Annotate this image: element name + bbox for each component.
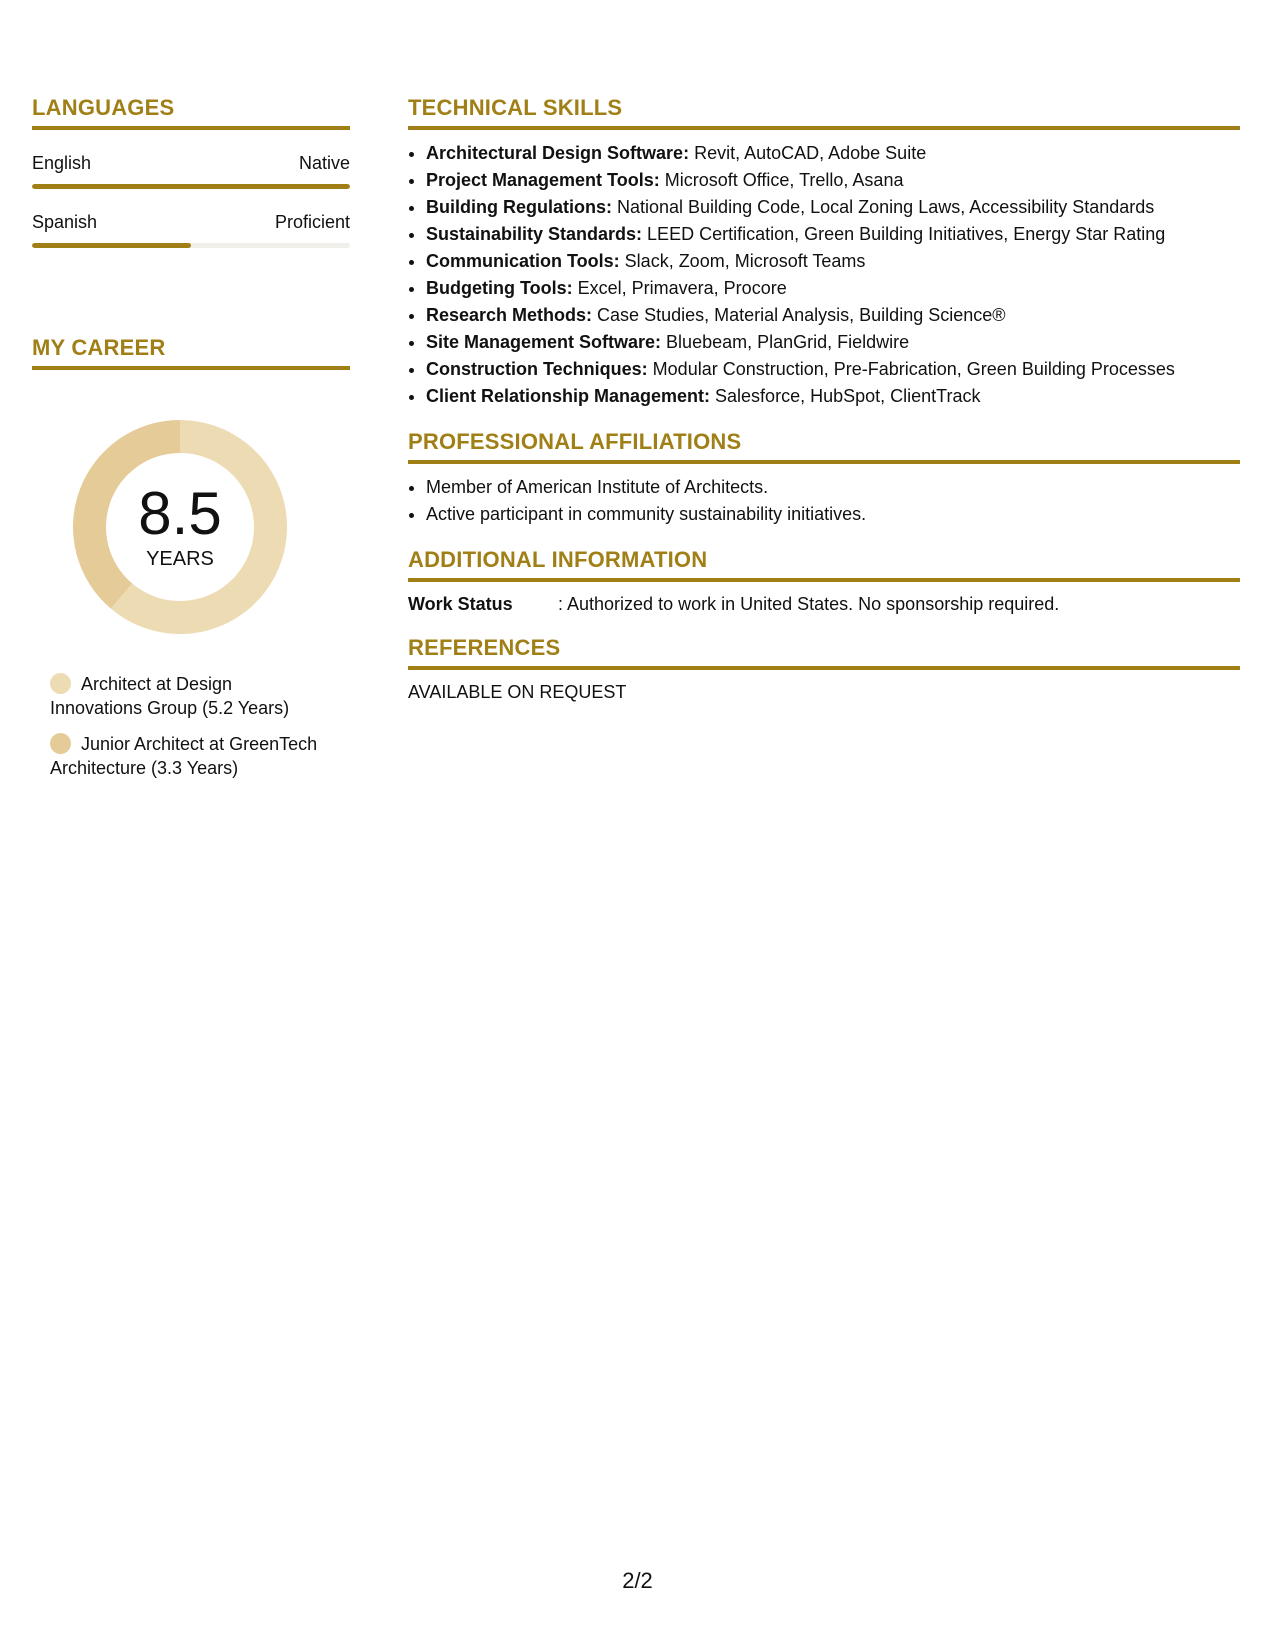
work-status-value: : Authorized to work in United States. No sponsorship required. — [558, 594, 1060, 614]
skill-value: Modular Construction, Pre-Fabrication, Green Building Processes — [647, 359, 1175, 379]
legend-dot-icon — [50, 673, 71, 694]
list-item — [426, 194, 1240, 221]
list-item — [426, 167, 1240, 194]
work-status-label: Work Status — [408, 594, 513, 614]
list-item — [426, 221, 1240, 248]
skill-label: Construction Techniques: — [426, 359, 648, 379]
references-section — [408, 634, 1240, 704]
skill-label: Site Management Software: — [426, 332, 662, 352]
references-text: AVAILABLE ON REQUEST — [408, 682, 627, 702]
career-donut-chart — [65, 412, 295, 642]
skill-value: LEED Certification, Green Building Initiatives, Energy Star Rating — [642, 224, 1166, 244]
affiliations-title: PROFESSIONAL AFFILIATIONS — [408, 428, 1240, 464]
language-proficiency-bar — [32, 243, 350, 248]
career-role-label: Junior Architect at GreenTech Architecture (3.3 Years) — [50, 734, 318, 778]
skill-label: Architectural Design Software: — [426, 143, 690, 163]
career-total-unit: YEARS — [146, 548, 214, 570]
skill-label: Project Management Tools: — [426, 170, 660, 190]
list-item — [426, 329, 1240, 356]
skill-label: Building Regulations: — [426, 197, 612, 217]
language-item-spanish — [32, 211, 350, 248]
list-item — [426, 140, 1240, 167]
legend-dot-icon — [50, 733, 71, 754]
skill-label: Budgeting Tools: — [426, 278, 573, 298]
language-name: Spanish — [32, 212, 98, 232]
list-item — [426, 383, 1240, 410]
references-title: REFERENCES — [408, 634, 1240, 670]
career-legend-item — [50, 672, 320, 720]
career-role-label: Architect at Design Innovations Group (5.2 Years) — [50, 674, 290, 718]
list-item: • Active participant in community sustainability initiatives. — [426, 501, 1240, 528]
skill-label: Sustainability Standards: — [426, 224, 643, 244]
skill-value: Salesforce, HubSpot, ClientTrack — [710, 386, 981, 406]
list-item — [426, 248, 1240, 275]
career-section — [32, 334, 350, 370]
additional-info-title: ADDITIONAL INFORMATION — [408, 546, 1240, 582]
language-row — [32, 152, 350, 174]
skill-value: Microsoft Office, Trello, Asana — [659, 170, 904, 190]
list-item — [426, 275, 1240, 302]
work-status-row — [408, 592, 1240, 616]
skill-label: Client Relationship Management: — [426, 386, 711, 406]
skill-value: Case Studies, Material Analysis, Building Science® — [592, 305, 1006, 325]
language-item-english — [32, 152, 350, 189]
career-legend-item — [50, 732, 320, 780]
list-item: • Member of American Institute of Architects. — [426, 474, 1240, 501]
skill-label: Communication Tools: — [426, 251, 620, 271]
main-column — [408, 94, 1240, 722]
skill-value: Bluebeam, PlanGrid, Fieldwire — [661, 332, 910, 352]
language-proficiency-bar — [32, 184, 350, 189]
career-title: MY CAREER — [32, 334, 350, 370]
list-item — [426, 302, 1240, 329]
language-level: Proficient — [274, 212, 350, 232]
languages-title: LANGUAGES — [32, 94, 350, 130]
list-item — [426, 356, 1240, 383]
technical-skills-section — [408, 94, 1240, 410]
skill-value: Revit, AutoCAD, Adobe Suite — [689, 143, 927, 163]
page-number: 2/2 — [622, 1568, 653, 1593]
career-total-years: 8.5 — [138, 480, 222, 547]
affiliations-section — [408, 428, 1240, 528]
technical-skills-list — [408, 140, 1240, 410]
skill-value: Slack, Zoom, Microsoft Teams — [619, 251, 866, 271]
skill-label: Research Methods: — [426, 305, 593, 325]
language-proficiency-fill — [32, 184, 350, 189]
affiliations-list — [408, 474, 1240, 528]
language-row — [32, 211, 350, 233]
donut-center — [65, 412, 295, 642]
skill-value: Excel, Primavera, Procore — [572, 278, 787, 298]
language-name: English — [32, 153, 92, 173]
career-legend — [50, 672, 320, 792]
language-proficiency-fill — [32, 243, 191, 248]
languages-section — [32, 94, 350, 266]
technical-skills-title: TECHNICAL SKILLS — [408, 94, 1240, 130]
additional-info-section — [408, 546, 1240, 616]
skill-value: National Building Code, Local Zoning Laws, Accessibility Standards — [612, 197, 1155, 217]
language-level: Native — [298, 153, 350, 173]
